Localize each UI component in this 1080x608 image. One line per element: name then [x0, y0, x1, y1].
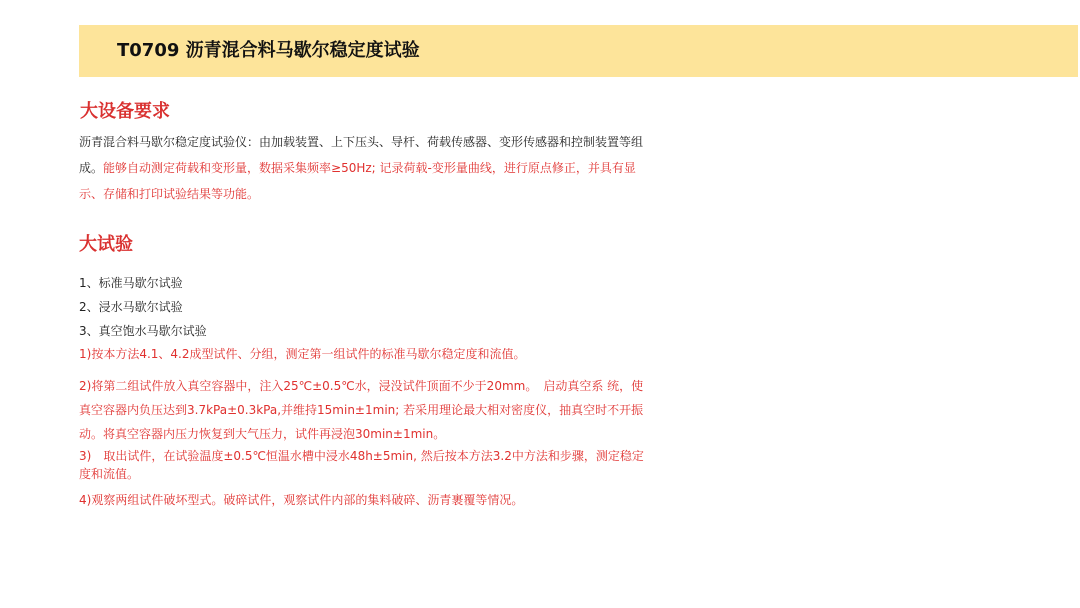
- step-4: 4)观察两组试件破坏型式。破碎试件，观察试件内部的集料破碎、沥青裹覆等情况。: [79, 493, 524, 507]
- equipment-requirements-heading: 大设备要求: [80, 101, 170, 122]
- test-item-3: 3、真空饱水马歇尔试验: [79, 324, 207, 338]
- step-3: 3) 取出试件，在试验温度±0.5℃恒温水槽中浸水48h±5min, 然后按本方法3.2中方法和步骤，测定稳定度和流值。: [79, 449, 644, 481]
- test-heading: 大试验: [79, 234, 133, 255]
- page-title: T0709 沥青混合料马歇尔稳定度试验: [117, 40, 420, 61]
- equipment-description-red: 能够自动测定荷载和变形量，数据采集频率≥50Hz; 记录荷载-变形量曲线，进行原点修正，并具有显示、存储和打印试验结果等功能。: [79, 161, 636, 201]
- test-item-1: 1、标准马歇尔试验: [79, 276, 183, 290]
- test-item-2: 2、浸水马歇尔试验: [79, 300, 183, 314]
- step-2: 2)将第二组试件放入真空容器中，注入25℃±0.5℃水，浸没试件顶面不少于20mm。 启动真空系 统，使真空容器内负压达到3.7kPa±0.3kPa,并维持15min±1min; 若采用理论最大相对密度仪，抽真空时不开振动。将真空容器内压力恢复到大气压力，试件再浸泡30min±1min。: [79, 379, 644, 441]
- equipment-description: [79, 129, 645, 207]
- step-1: 1)按本方法4.1、4.2成型试件、分组，测定第一组试件的标准马歇尔稳定度和流值。: [79, 347, 526, 361]
- equipment-description-black: 沥青混合料马歇尔稳定度试验仪：由加载装置、上下压头、导杆、荷载传感器、变形传感器和控制装置等组成。: [79, 135, 644, 175]
- title-bar: [79, 25, 1078, 77]
